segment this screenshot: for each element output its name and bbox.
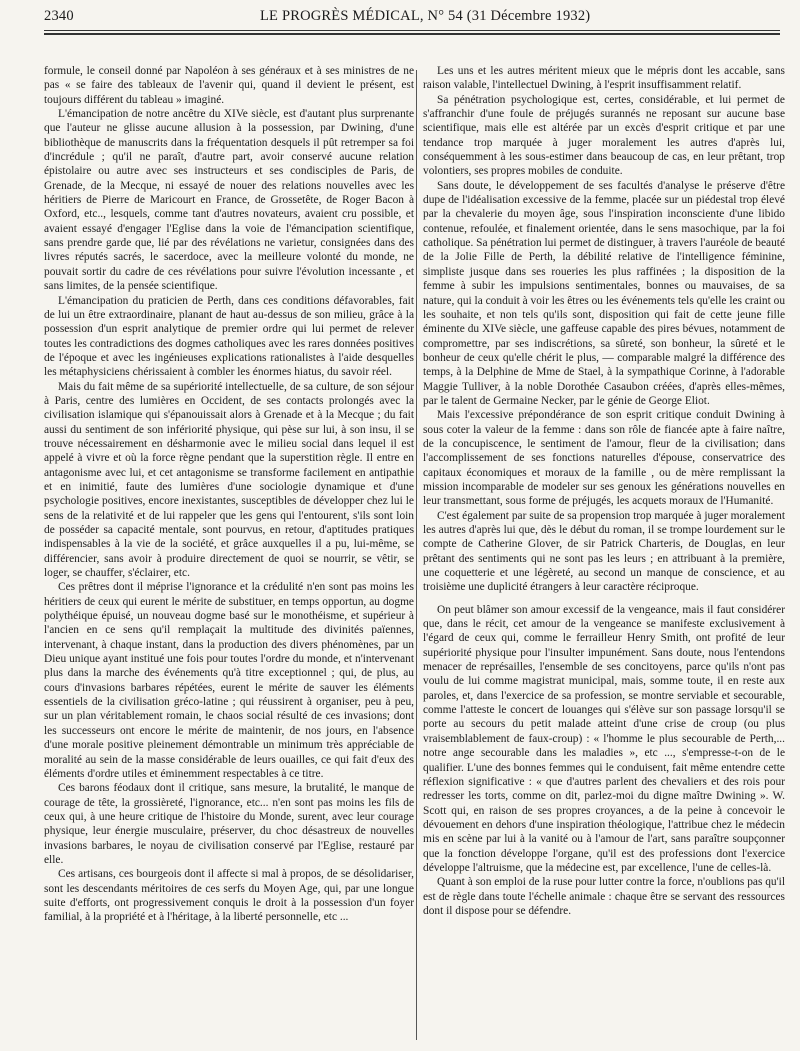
- column-divider: [416, 70, 417, 1040]
- paragraph: Les uns et les autres méritent mieux que le mépris dont les accable, sans raison valable, l'intellectuel Dwining, à l'esprit insuffisamment relatif.: [423, 65, 785, 92]
- paragraph: Ces barons féodaux dont il critique, sans mesure, la brutalité, le manque de courage de tête, la grossièreté, l'ignorance, etc... n'en sont pas moins les fils de ceux qui, à une heure critique de l'histoire du Monde, surent, avec leur courage physique, leur énergie musculaire, préserver, du choc désastreux de nouvelles invasions barbares, le noyau de civilisation conservé par l'Eglise, restauré par elle.: [44, 782, 414, 866]
- paragraph: L'émancipation de notre ancêtre du XIVe siècle, est d'autant plus surprenante que l'auteur ne glisse aucune allusion à la possession, par Dwining, d'une bibliothèque de manuscrits dans la fréquentation desquels il pût retremper sa foi d'incrédule ; qu'il ne paraît, d'autre part, avoir conservé aucune relation épistolaire ou autre avec ses instructeurs et ses condisciples de Paris, de Grenade, de la Mecque, ni essayé de nouer des relations nouvelles avec les héritiers de Pierre de Maricourt en France, de Grossetête, de Roger Bacon à Oxford, etc.., lesquels, comme tant d'autres novateurs, avaient cru possible, et avaient essayé d'engager l'Eglise dans la voie de l'émancipation scientifique, sans prendre garde que, lié par des révélations ne varietur, consignées dans des livres réputés sacrés, le sacerdoce, avec la meilleure volonté du monde, ne pouvait sortir du cadre de ces révélations pour suivre l'évolution incessante , et sans limites, de la pensée scientifique.: [44, 108, 414, 293]
- paragraph: formule, le conseil donné par Napoléon à ses généraux et à ses ministres de ne pas « se faire des tableaux de l'avenir qui, quand il devient le présent, est toujours différent du tableau » imaginé.: [44, 65, 414, 106]
- journal-title: LE PROGRÈS MÉDICAL, N° 54 (31 Décembre 1932): [260, 8, 591, 24]
- paragraph: Ces artisans, ces bourgeois dont il affecte si mal à propos, de se désolidariser, sont les descendants méritoires de ces serfs du Moyen Age, qui, par une longue suite d'efforts, ont progressivement conquis le droit à la possession d'un foyer familial, à la propriété et à l'héritage, à la liberté personnelle, etc ...: [44, 868, 414, 924]
- paragraph: Ces prêtres dont il méprise l'ignorance et la crédulité n'en sont pas moins les héritiers de ceux qui eurent le mérite de substituer, en temps opportun, au dogme polythéique épuisé, un nouveau dogme basé sur le monothéisme, et supérieur à l'ancien en ce sens qu'il remplaçait la multitude des divinités païennes, intervenant, à chaque instant, dans la production des divers phénomènes, par un Dieu unique ayant institué une fois pour toutes l'ordre du monde, et n'intervenant plus dans la marche des événements qu'à titre exceptionnel ; qui, de plus, au cours d'invasions barbares répétées, eurent le mérite de sauver les éléments essentiels de la civilisation gréco-latine ; qui réussirent à organiser, peu à peu, sur un plan véritablement romain, le chaos social résulté de ces invasions; dont les successeurs ont encore le mérite de maintenir, de nos jours, en l'absence d'une morale positive pleinement démontrable un minimum très appréciable de moralité au sein de la masse considérable de leurs ouailles, ce qui fait d'eux des éléments d'ordre utiles et éminemment respectables à ce titre.: [44, 581, 414, 780]
- left-text-column: [44, 64, 414, 925]
- right-text-column: [423, 64, 785, 918]
- paragraph: Sans doute, le développement de ses facultés d'analyse le préserve d'être dupe de l'idéalisation excessive de la femme, placée sur un piédestal trop élevé par la chevalerie du moyen âge, sous l'inspiration inconsciente d'une libido contenue, refoulée, et finalement orientée, dans le sens masochique, par la foi catholique. Sa pénétration lui permet de distinguer, à travers l'auréole de beauté de la Jolie Fille de Perth, la débilité relative de l'intelligence féminine, simpliste jusque dans ses roueries les plus raffinées ; la disposition de la femme à subir les impulsions sentimentales, bonnes ou mauvaises, de sa nature, qui la conduit à voir les êtres ou les événements tels qu'elle les craint ou les souhaite, et non tels qu'ils sont, disposition qui fait de cette jeune fille éminente du XIVe siècle, une gaffeuse capable des pires bévues, notamment de compromettre, par ses indiscrétions, sa sûreté, son bonheur, la sûreté et le bonheur de ceux qu'elle chérit le plus, — comparable malgré la différence des temps, à la Delphine de Mme de Stael, à la sympathique Corinne, à l'adorable Maggie Tulliver, à la noble Dorothée Casaubon créées, d'après elles-mêmes, par le talent de Germaine Necker, par le génie de George Eliot.: [423, 179, 786, 407]
- paragraph: Sa pénétration psychologique est, certes, considérable, et lui permet de s'affranchir d'une foule de préjugés surannés ne reposant sur aucune base scientifique, mais elle est altérée par un excès d'esprit critique et par une tendance trop marquée à juger moralement les autres d'après lui, conséquemment à les sous-estimer dans beaucoup de cas, en leur prêtant, trop volontiers, ses propres mobiles de conduite.: [423, 93, 785, 178]
- paragraph: C'est également par suite de sa propension trop marquée à juger moralement les autres d'après lui que, dès le début du roman, il se trompe lourdement sur le compte de Catherine Glover, de sir Patrick Charteris, de Douglas, en leur prêtant des sentiments qui ne sont pas les leurs ; en attribuant à la première, une coquetterie et une légèreté, au second un manque de conscience, et au troisième une duplicité étrangers à leur caractère réciproque.: [423, 509, 785, 594]
- paragraph: Mais du fait même de sa supériorité intellectuelle, de sa culture, de son séjour à Paris, centre des lumières en Occident, de ses contacts prolongés avec la civilisation islamique qui s'épanouissait alors à Grenade et à la Mecque ; du fait aussi du sentiment de son infériorité physique, qui pèse sur lui, à son insu, il se trouve nécessairement en désharmonie avec le milieu social dans lequel il est appelé à vivre et où la force règne pendant que la superstition règle. Il entre en antagonisme avec lui, et cet antagonisme se transforme facilement en antipathie et en inimitié, faute des lumières d'une sociologie dynamique et d'une psychologie positives, encore inexistantes, susceptibles de développer chez lui le sens de la relativité et de lui rappeler que les gens qui l'entourent, s'ils sont loin de posséder sa capacité mentale, sont pourvus, en retour, d'aptitudes pratiques indispensables à la vie de la société, et grâce auxquelles il a pu, lui-même, se différencier, sans avoir à produire directement de quoi se nourrir, se vêtir, se loger, se chauffer, s'éclairer, etc.: [44, 380, 414, 580]
- page-number: 2340: [44, 8, 74, 24]
- paragraph: Quant à son emploi de la ruse pour lutter contre la force, n'oublions pas qu'il est de règle dans toute l'échelle animale : chaque être se servant des ressources dont il dispose pour se défendre.: [423, 876, 785, 917]
- header-rule-thick: [44, 33, 780, 35]
- paragraph: On peut blâmer son amour excessif de la vengeance, mais il faut considérer que, dans le récit, cet amour de la vengeance se manifeste exclusivement à l'égard de ceux qui, comme le ferrailleur Henry Smith, ont profité de leur supériorité physique pour l'insulter impunément. Sans doute, nous l'entendons menacer de représailles, l'ensemble de ses concitoyens, parce qu'ils n'ont pas voulu de lui comme magistrat municipal, mais, somme toute, il en reste aux paroles, et, dans l'exercice de sa profession, se montre serviable et secourable, comme l'atteste le concert de louanges qui s'élève sur son passage lorsqu'il se porte au secours du petit malade atteint d'une crise de croup (ou plus vraisemblablement de faux-croup) : « l'homme le plus secourable de Perth,... notre ange secourable dans les maladies », etc ..., s'empresse-t-on de le qualifier. L'une des bonnes femmes qui le conduisent, fait même entendre cette réflexion significative : « que d'autres parlent des chevaliers et des rois pour redresser les torts, comme on dit, parlez-moi du digne maître Dwining ». W. Scott qui, en raison de ses propres croyances, a de la peine à concevoir le dévouement en dehors d'une inspiration théologique, l'attribue chez le médecin mis en scène par lui à la vanité ou à l'amour de l'art, sans paraître soupçonner que la fonction développe l'organe, qu'il est des professions dont l'exercice développe l'altruisme, que la médecine est, par excellence, l'une de celles-là.: [423, 603, 785, 874]
- paragraph: Mais l'excessive prépondérance de son esprit critique conduit Dwining à sous coter la valeur de la femme : dans son rôle de fiancée apte à faire naître, de la concupiscence, le sentiment de l'amour, fleur de la civilisation; dans l'accomplissement de ses fonctions naturelles d'épouse, conservatrice des capitaux économiques et moraux de la famille , ou de mère remplissant la mission incomparable de modeler sur ses genoux les générations nouvelles en leur transmettant, sous forme de préjugés, les acquets moraux de l'Humanité.: [423, 409, 785, 508]
- header-rule: [44, 30, 780, 31]
- paragraph: L'émancipation du praticien de Perth, dans ces conditions défavorables, fait de lui un être extraordinaire, planant de haut au-dessus de son milieu, grâce à la possession d'un esprit analytique de premier ordre qui lui permet de relever toutes les contradictions des dogmes catholiques avec les rares données positives de l'époque et avec les ingénieuses explications rationalistes à l'aide desquelles les métaphysiciens chérissaient à combler les énormes hiatus, du savoir réel.: [44, 294, 414, 379]
- running-header: [44, 6, 780, 28]
